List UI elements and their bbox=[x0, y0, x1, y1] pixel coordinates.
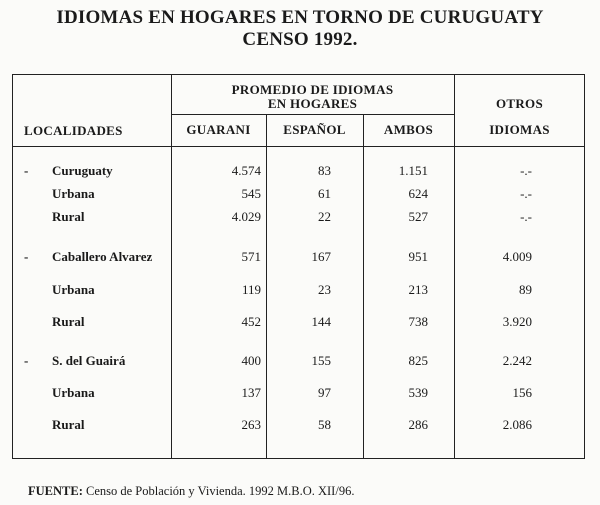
header-otros-line1: OTROS bbox=[495, 96, 543, 111]
cell-ambos: 624 bbox=[408, 186, 428, 201]
cell-espanol: 167 bbox=[311, 249, 331, 264]
cell-otros: 89 bbox=[519, 282, 532, 297]
page-title: IDIOMAS EN HOGARES EN TORNO DE CURUGUATY bbox=[56, 7, 544, 28]
cell-ambos: 286 bbox=[408, 417, 428, 432]
cell-otros: 4.009 bbox=[502, 249, 532, 264]
cell-espanol: 155 bbox=[311, 353, 331, 368]
header-guarani: GUARANI bbox=[186, 122, 251, 137]
row-dash: - bbox=[24, 163, 29, 178]
cell-otros: -.- bbox=[520, 209, 532, 224]
cell-otros: 2.242 bbox=[502, 353, 532, 368]
row-localidad: Urbana bbox=[52, 186, 95, 201]
cell-ambos: 951 bbox=[408, 249, 428, 264]
row-dash: - bbox=[24, 249, 29, 264]
row-localidad: Rural bbox=[52, 314, 85, 329]
cell-otros: -.- bbox=[520, 186, 532, 201]
footer-source bbox=[28, 484, 354, 499]
row-localidad: Caballero Alvarez bbox=[52, 249, 153, 264]
cell-guarani: 571 bbox=[241, 249, 261, 264]
cell-espanol: 97 bbox=[318, 385, 331, 400]
row-localidad: Rural bbox=[52, 417, 85, 432]
row-localidad: Curuguaty bbox=[52, 163, 113, 178]
cell-ambos: 1.151 bbox=[398, 163, 428, 178]
header-espanol: ESPAÑOL bbox=[283, 122, 346, 137]
cell-guarani: 263 bbox=[241, 417, 261, 432]
cell-otros: 156 bbox=[512, 385, 532, 400]
header-localidades: LOCALIDADES bbox=[24, 123, 123, 138]
cell-ambos: 825 bbox=[408, 353, 428, 368]
row-localidad: S. del Guairá bbox=[52, 353, 126, 368]
header-group-divider bbox=[171, 114, 454, 115]
cell-ambos: 213 bbox=[408, 282, 428, 297]
cell-otros: 2.086 bbox=[502, 417, 532, 432]
cell-guarani: 137 bbox=[241, 385, 261, 400]
cell-ambos: 738 bbox=[408, 314, 428, 329]
cell-guarani: 400 bbox=[241, 353, 261, 368]
cell-espanol: 61 bbox=[318, 186, 331, 201]
cell-ambos: 539 bbox=[408, 385, 428, 400]
header-group-line2: EN HOGARES bbox=[267, 96, 358, 111]
cell-espanol: 23 bbox=[318, 282, 331, 297]
row-localidad: Urbana bbox=[52, 282, 95, 297]
cell-guarani: 119 bbox=[241, 282, 261, 297]
row-dash: - bbox=[24, 353, 29, 368]
cell-guarani: 452 bbox=[241, 314, 261, 329]
cell-guarani: 545 bbox=[241, 186, 261, 201]
cell-guarani: 4.029 bbox=[231, 209, 261, 224]
cell-guarani: 4.574 bbox=[231, 163, 261, 178]
footer-label: FUENTE: bbox=[28, 484, 83, 498]
row-localidad: Urbana bbox=[52, 385, 95, 400]
row-localidad: Rural bbox=[52, 209, 85, 224]
header-group-line1: PROMEDIO DE IDIOMAS bbox=[231, 82, 394, 97]
cell-otros: 3.920 bbox=[502, 314, 532, 329]
header-otros-line2: IDIOMAS bbox=[489, 122, 550, 137]
cell-espanol: 83 bbox=[318, 163, 331, 178]
cell-otros: -.- bbox=[520, 163, 532, 178]
header-ambos: AMBOS bbox=[383, 122, 434, 137]
cell-espanol: 22 bbox=[318, 209, 331, 224]
footer-text: Censo de Población y Vivienda. 1992 M.B.O. XII/96. bbox=[82, 484, 355, 498]
cell-espanol: 58 bbox=[318, 417, 331, 432]
cell-ambos: 527 bbox=[408, 209, 428, 224]
page-subtitle: CENSO 1992. bbox=[242, 29, 358, 50]
cell-espanol: 144 bbox=[311, 314, 331, 329]
header-bottom-rule bbox=[12, 146, 585, 147]
